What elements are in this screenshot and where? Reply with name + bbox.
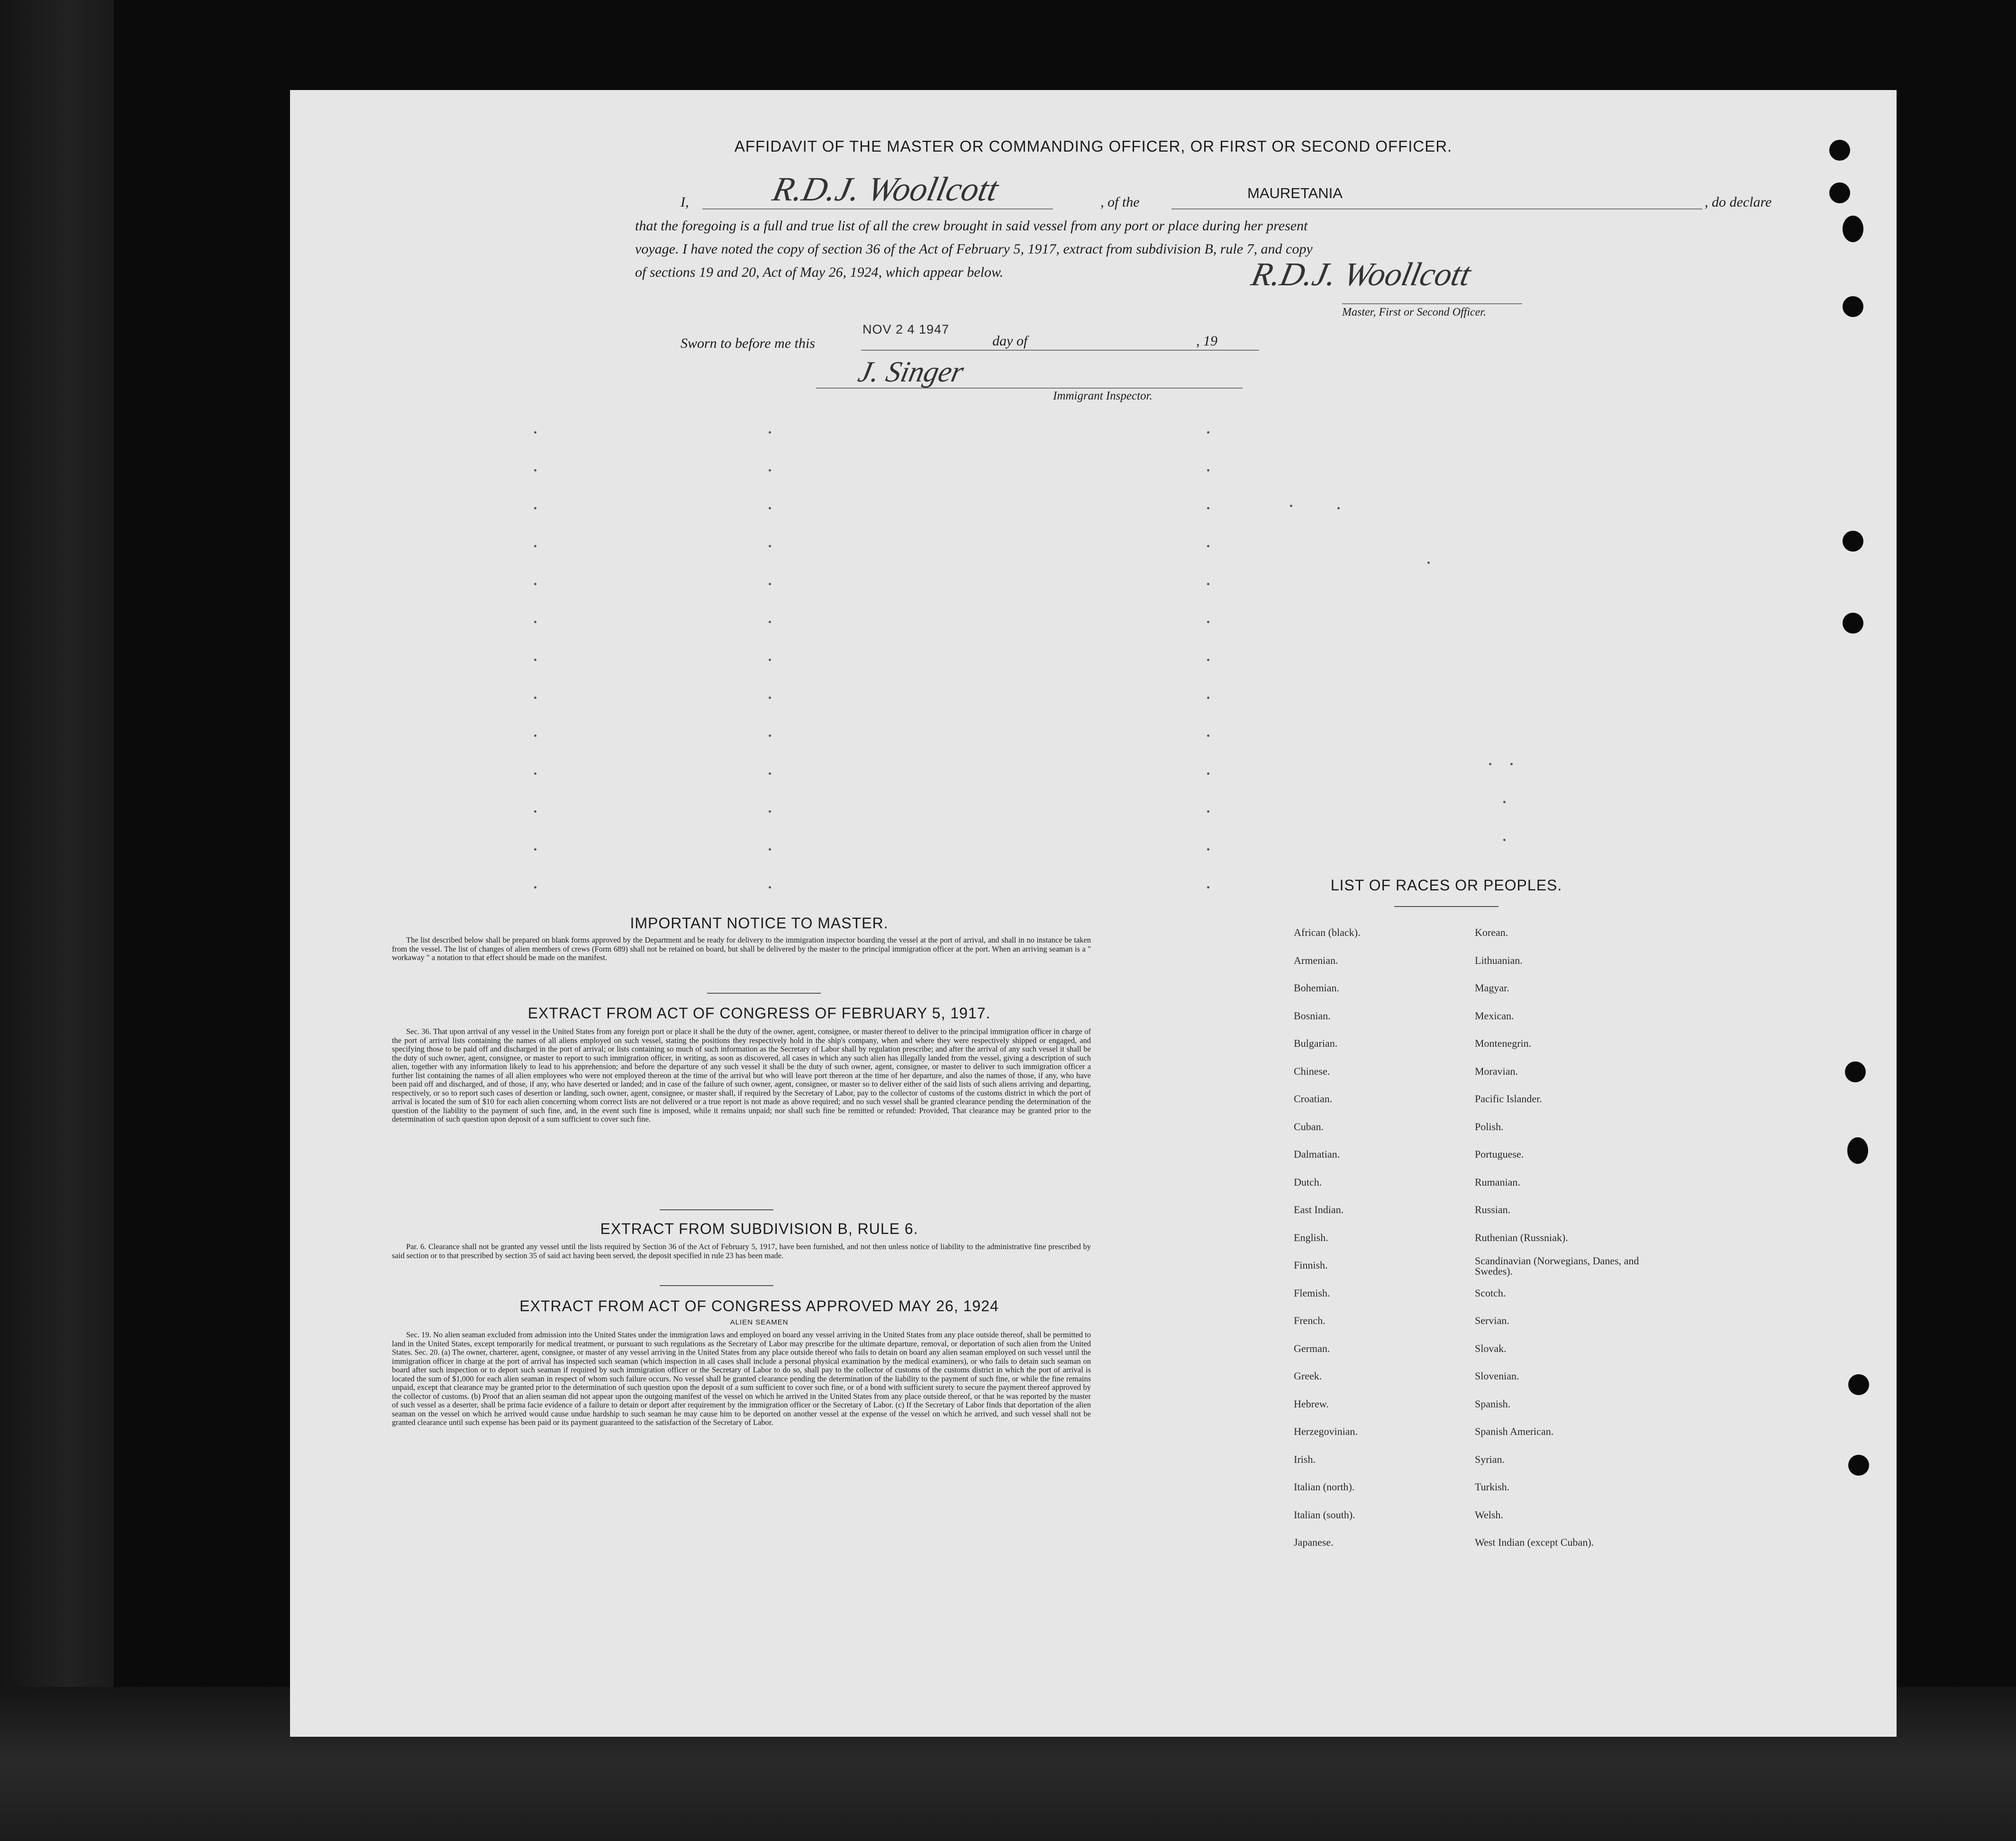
inspector-signature-line <box>816 388 1243 389</box>
race-entry: Flemish. <box>1294 1287 1330 1299</box>
affidavit-prefix: I, <box>681 194 689 210</box>
race-entry: Ruthenian (Russniak). <box>1475 1231 1568 1243</box>
extract-1924-title: EXTRACT FROM ACT OF CONGRESS APPROVED MAY 26, 1924 <box>519 1297 999 1315</box>
race-entry: Scotch. <box>1475 1287 1506 1299</box>
race-entry: Scandinavian (Norwegians, Danes, and Swedes). <box>1475 1255 1639 1277</box>
inspector-signature: J. Singer <box>855 356 967 388</box>
affidavit-line4: of sections 19 and 20, Act of May 26, 1924, which appear below. <box>635 264 1004 280</box>
race-entry: Lithuanian. <box>1475 954 1523 966</box>
race-entry: Greek. <box>1294 1370 1322 1382</box>
race-entry: Irish. <box>1294 1453 1316 1465</box>
race-entry: Mexican. <box>1475 1009 1514 1022</box>
punch-hole <box>1848 1374 1869 1395</box>
extract-1917-body: Sec. 36. That upon arrival of any vessel in the United States from any foreign port or place it shall be the duty of the owner, agent, consignee, or master thereof to deliver to the principal immigration officer in charge of the port of arrival lists containing the names of all aliens employed on such vessel, stating the positions they respectively hold in the ship's company, when and where they were respectively shipped or engaged, and specifying those to be paid off and discharged in the port of arrival; or lists containing so much of such information as the Secretary of Labor shall by regulation prescribe; and after the arrival of any such vessel it shall be the duty of such owner, agent, consignee, or master to report to such immigration officer, in writing, as soon as discovered, all cases in which any such alien has illegally landed from the vessel, giving a description of such alien, together with any information likely to lead to his apprehension; and before the departure of any such vessel it shall be the duty of such owner, agent, consignee, or master to deliver to such immigration officer a further list containing the names of all alien employees who were not employed thereon at the time of the arrival but who will leave port thereon at the time of her departure, and also the names of those, if any, who have been paid off and discharged, and of those, if any, who have deserted or landed; and in case of the failure of such owner, agent, consignee, or master so to deliver either of the said lists of such aliens arriving and departing, respectively, or so to report such cases of desertion or landing, such owner, agent, consignee, or master shall, if required by the Secretary of Labor, pay to the collector of customs of the customs district in which the port of arrival is located the sum of $10 for each alien concerning whom correct lists are not delivered or a true report is not made as above required; and no such vessel shall be granted clearance pending the determination of the question of the liability to the payment of such fine, and, in the event such fine is imposed, while it remains unpaid; nor shall such fine be remitted or refunded: Provided, That clearance may be granted prior to the determination of such question upon deposit of a sum sufficient to cover such fine. <box>392 1027 1091 1124</box>
race-entry: Bosnian. <box>1294 1009 1331 1022</box>
race-entry: Magyar. <box>1475 982 1509 994</box>
race-entry: Chinese. <box>1294 1065 1330 1077</box>
punch-hole <box>1848 1455 1869 1476</box>
race-entry: Bohemian. <box>1294 982 1339 994</box>
race-entry: Italian (south). <box>1294 1508 1355 1521</box>
race-entry: Dalmatian. <box>1294 1148 1340 1160</box>
race-entry: Finnish. <box>1294 1259 1328 1271</box>
race-entry: Croatian. <box>1294 1093 1333 1105</box>
master-caption: Master, First or Second Officer. <box>1342 306 1486 318</box>
affidavit-title: AFFIDAVIT OF THE MASTER OR COMMANDING OFFICER, OR FIRST OR SECOND OFFICER. <box>734 137 1453 155</box>
race-entry: Hebrew. <box>1294 1397 1329 1410</box>
officer-signature: R.D.J. Woollcott <box>769 170 1002 208</box>
race-entry: Pacific Islander. <box>1475 1093 1542 1105</box>
race-entry: Italian (north). <box>1294 1481 1355 1493</box>
race-entry: Armenian. <box>1294 954 1338 966</box>
race-entry: Slovak. <box>1475 1342 1507 1354</box>
punch-hole <box>1843 531 1863 552</box>
affidavit-line2: that the foregoing is a full and true list of all the crew brought in said vessel from any port or place during her present <box>635 218 1308 234</box>
punch-hole <box>1843 613 1863 634</box>
race-entry: West Indian (except Cuban). <box>1475 1536 1594 1548</box>
race-entry: Servian. <box>1475 1315 1509 1326</box>
race-entry: Korean. <box>1475 926 1508 938</box>
master-signature: R.D.J. Woollcott <box>1248 256 1474 293</box>
affidavit-line3: voyage. I have noted the copy of section 36 of the Act of February 5, 1917, extract from subdivision B, rule 7, and copy <box>635 241 1313 257</box>
affidavit-do-declare: , do declare <box>1705 194 1772 210</box>
extract-1924-body: Sec. 19. No alien seaman excluded from admission into the United States under the immigration laws and employed on board any vessel arriving in the United States from any place outside thereof, shall be permitted to land in the United States, except temporarily for medical treatment, or pursuant to such regulations as the Secretary of Labor may prescribe for the ultimate departure, removal, or deportation of such alien from the United States. Sec. 20. (a) The owner, charterer, agent, consignee, or master of any vessel arriving in the United States from any place outside thereof who fails to detain on board any alien seaman employed on such vessel until the immigration officer in charge at the port of arrival has inspected such seaman (which inspection in all cases shall include a personal physical examination by the medical examiners), or who fails to detain such seaman on board after such inspection or to deport such seaman if required by such immigration officer or the Secretary of Labor to do so, shall pay to the collector of customs of the customs district in which the port of arrival is located the sum of $1,000 for each alien seaman in respect of whom such failure occurs. No vessel shall be granted clearance pending the determination of the liability to the payment of such fine, or while the fine remains unpaid, except that clearance may be granted prior to the determination of such question upon the deposit of a sum sufficient to cover such fine, or of a bond with sufficient surety to secure the payment thereof approved by the collector of customs. (b) Proof that an alien seaman did not appear upon the outgoing manifest of the vessel on which he arrived in the United States from any place outside thereof, or that he was reported by the master of such vessel as a deserter, shall be prima facie evidence of a failure to detain or deport after requirement by the immigration officer or the Secretary of Labor. (c) If the Secretary of Labor finds that deportation of the alien seaman on the vessel on which he arrived would cause undue hardship to such seaman he may cause him to be deported on another vessel at the expense of the vessel on which he arrived, and such vessel shall not be granted clearance until such expense has been paid or its payment guaranteed to the satisfaction of the Secretary of Labor. <box>392 1330 1091 1427</box>
punch-hole <box>1829 182 1850 203</box>
extract-1917-divider <box>660 1209 773 1210</box>
inspector-caption: Immigrant Inspector. <box>1053 390 1153 402</box>
notice-divider <box>707 993 821 994</box>
punch-hole <box>1845 1061 1866 1082</box>
punch-hole <box>1847 1137 1868 1164</box>
race-entry: Moravian. <box>1475 1065 1518 1077</box>
race-entry: Spanish American. <box>1475 1425 1554 1437</box>
master-signature-line <box>1342 303 1522 304</box>
race-entry: Spanish. <box>1475 1397 1511 1410</box>
race-entry: East Indian. <box>1294 1204 1344 1215</box>
sworn-prefix: Sworn to before me this <box>681 336 815 351</box>
race-entry: Herzegovinian. <box>1294 1425 1358 1437</box>
notice-title: IMPORTANT NOTICE TO MASTER. <box>630 915 889 932</box>
rule6-title: EXTRACT FROM SUBDIVISION B, RULE 6. <box>600 1220 918 1237</box>
race-entry: Polish. <box>1475 1120 1504 1133</box>
punch-hole <box>1829 140 1850 161</box>
manifest-page <box>290 90 1897 1737</box>
race-entry: Portuguese. <box>1475 1148 1524 1160</box>
race-entry: Bulgarian. <box>1294 1037 1338 1049</box>
race-entry: Montenegrin. <box>1475 1037 1532 1049</box>
race-entry: Welsh. <box>1475 1508 1503 1521</box>
sworn-year: , 19 <box>1196 333 1217 349</box>
race-entry: Dutch. <box>1294 1176 1322 1188</box>
extract-1924-subtitle: ALIEN SEAMEN <box>730 1318 789 1326</box>
races-divider <box>1394 906 1498 907</box>
race-entry: Slovenian. <box>1475 1370 1519 1382</box>
race-entry: Rumanian. <box>1475 1176 1520 1188</box>
affidavit-of-the: , of the <box>1100 194 1140 210</box>
race-entry: French. <box>1294 1315 1326 1326</box>
film-edge-left <box>0 0 114 1841</box>
vessel-name: MAURETANIA <box>1247 185 1343 201</box>
punch-hole <box>1843 216 1863 242</box>
race-entry: Syrian. <box>1475 1453 1505 1465</box>
races-title: LIST OF RACES OR PEOPLES. <box>1330 877 1562 894</box>
extract-1917-title: EXTRACT FROM ACT OF CONGRESS OF FEBRUARY 5, 1917. <box>527 1005 991 1022</box>
sworn-day-of: day of <box>992 333 1028 349</box>
race-entry: English. <box>1294 1231 1328 1243</box>
notice-body: The list described below shall be prepared on blank forms approved by the Department and be ready for delivery to the immigration inspector boarding the vessel at the port of arrival, and shall in no instance be taken from the vessel. The list of changes of alien members of crews (Form 689) shall not be retained on board, but shall be delivered by the master to the principal immigration officer at the port. When an arriving seaman is a " workaway " a notation to that effect should be made on the manifest. <box>392 935 1091 962</box>
race-entry: Japanese. <box>1294 1536 1334 1548</box>
punch-hole <box>1843 296 1863 317</box>
sworn-date-stamp: NOV 2 4 1947 <box>863 322 950 336</box>
race-entry: Turkish. <box>1475 1481 1510 1493</box>
race-entry: African (black). <box>1294 926 1361 938</box>
race-entry: Russian. <box>1475 1204 1511 1215</box>
rule6-divider <box>660 1285 773 1286</box>
race-entry: German. <box>1294 1342 1330 1354</box>
race-entry: Cuban. <box>1294 1120 1324 1133</box>
rule6-body: Par. 6. Clearance shall not be granted any vessel until the lists required by Section 36 of the Act of February 5, 1917, have been furnished, and not then unless notice of liability to the administrative fine prescribed by said section or to that prescribed by section 35 of said act having been served, the deposit specified in rule 23 has been made. <box>392 1242 1091 1260</box>
